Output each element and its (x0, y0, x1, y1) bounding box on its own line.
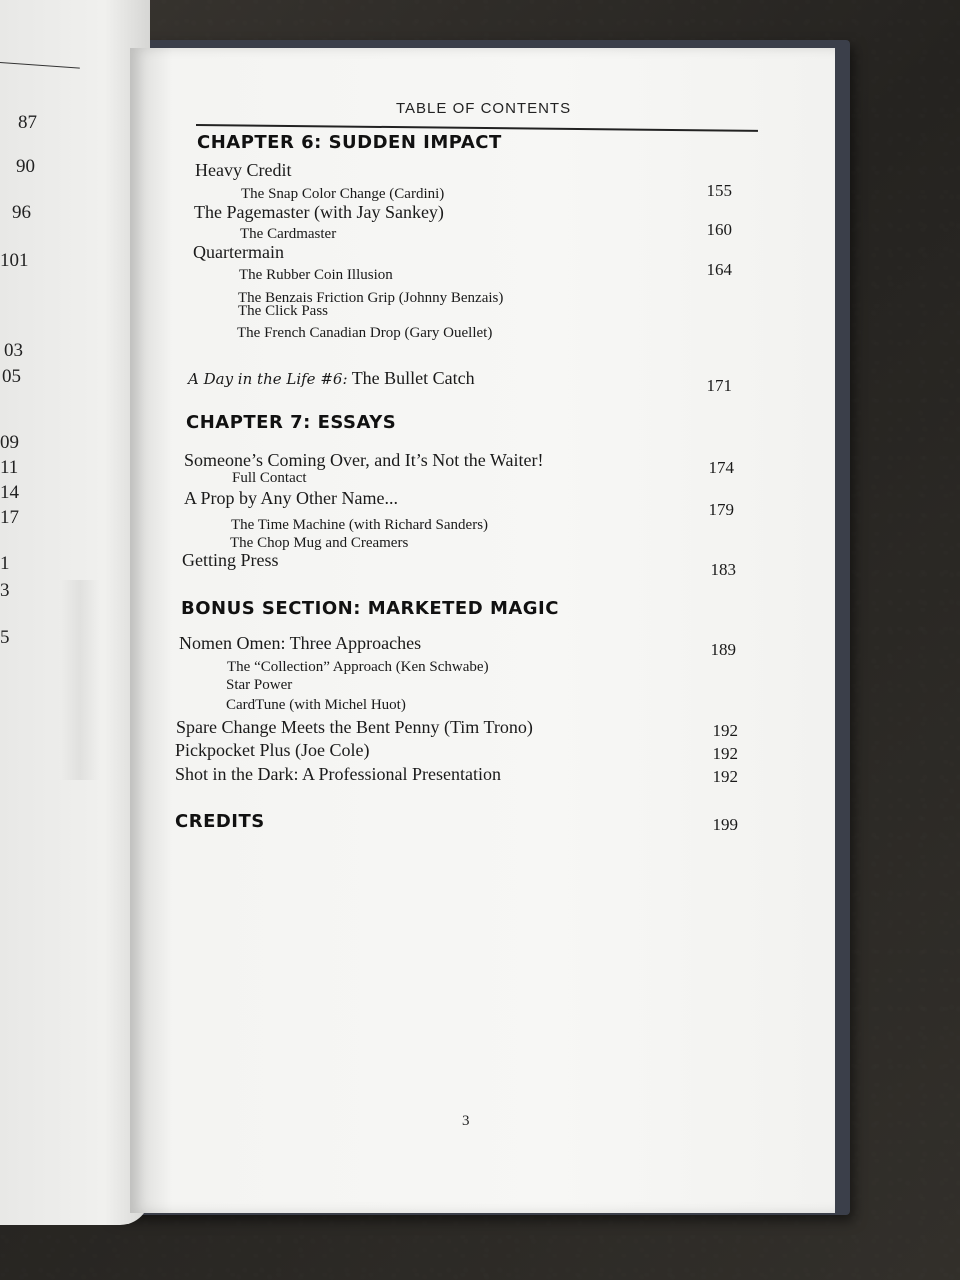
toc-entry: Getting Press (182, 550, 279, 570)
toc-entry: Spare Change Meets the Bent Penny (Tim Trono) (176, 717, 533, 737)
left-page-number: 87 (18, 112, 37, 133)
toc-entry: A Prop by Any Other Name... (184, 488, 398, 508)
toc-subentry: Full Contact (232, 470, 307, 486)
toc-entry: The Pagemaster (with Jay Sankey) (194, 202, 444, 222)
toc-entry: Heavy Credit (195, 160, 292, 180)
left-page-number: 14 (0, 482, 19, 503)
folio-page-number: 3 (462, 1113, 470, 1129)
toc-entry: Quartermain (193, 242, 284, 262)
left-page-number: 5 (0, 627, 10, 648)
day-in-life-prefix: A Day in the Life #6: (188, 370, 348, 388)
day-in-life-label: The Bullet Catch (351, 368, 475, 388)
toc-entry-day-in-life (188, 368, 475, 389)
page-number: 192 (712, 721, 738, 740)
toc-entry: Someone’s Coming Over, and It’s Not the Waiter! (184, 450, 544, 470)
left-page-number: 1 (0, 553, 10, 574)
page-number: 179 (708, 500, 734, 519)
toc-subentry: The Rubber Coin Illusion (239, 267, 393, 283)
left-page-number: 90 (16, 156, 35, 177)
toc-subentry: The French Canadian Drop (Gary Ouellet) (237, 325, 493, 341)
page-number: 192 (712, 744, 738, 763)
left-page-number: 09 (0, 432, 19, 453)
toc-subentry: The Chop Mug and Creamers (230, 535, 409, 551)
page-number: 199 (712, 815, 738, 834)
toc-entry: Nomen Omen: Three Approaches (179, 633, 422, 653)
left-page-number: 17 (0, 507, 19, 528)
left-page-number: 03 (4, 340, 23, 361)
left-page-number: 05 (2, 366, 21, 387)
page-number: 160 (706, 220, 732, 239)
left-page-number: 101 (0, 250, 29, 271)
page-number: 192 (712, 767, 738, 786)
toc-subentry: The “Collection” Approach (Ken Schwabe) (227, 659, 489, 675)
toc-subentry: The Snap Color Change (Cardini) (241, 186, 445, 202)
page-number: 155 (706, 181, 732, 200)
left-page-number: 11 (0, 457, 19, 478)
chapter-heading: CHAPTER 6: SUDDEN IMPACT (197, 132, 502, 153)
toc-subentry: Star Power (226, 677, 293, 693)
toc-subentry: CardTune (with Michel Huot) (226, 697, 406, 713)
running-header: TABLE OF CONTENTS (396, 100, 572, 117)
chapter-heading: CHAPTER 7: ESSAYS (186, 412, 397, 433)
chapter-heading: CREDITS (175, 811, 265, 832)
chapter-heading: BONUS SECTION: MARKETED MAGIC (181, 598, 559, 619)
left-page-number: 96 (12, 202, 31, 223)
left-page-number: 3 (0, 580, 10, 601)
toc-subentry: The Benzais Friction Grip (Johnny Benzais) (238, 290, 504, 306)
toc-subentry: The Cardmaster (240, 226, 337, 242)
toc-subentry: The Click Pass (238, 303, 328, 319)
toc-entry: Pickpocket Plus (Joe Cole) (175, 740, 370, 760)
page-number: 189 (710, 640, 736, 659)
page-number: 183 (710, 560, 736, 579)
page-number: 171 (706, 376, 732, 395)
toc-entry: Shot in the Dark: A Professional Presentation (175, 764, 501, 784)
page-number: 164 (706, 260, 732, 279)
page-number: 174 (708, 458, 734, 477)
toc-subentry: The Time Machine (with Richard Sanders) (231, 517, 489, 533)
